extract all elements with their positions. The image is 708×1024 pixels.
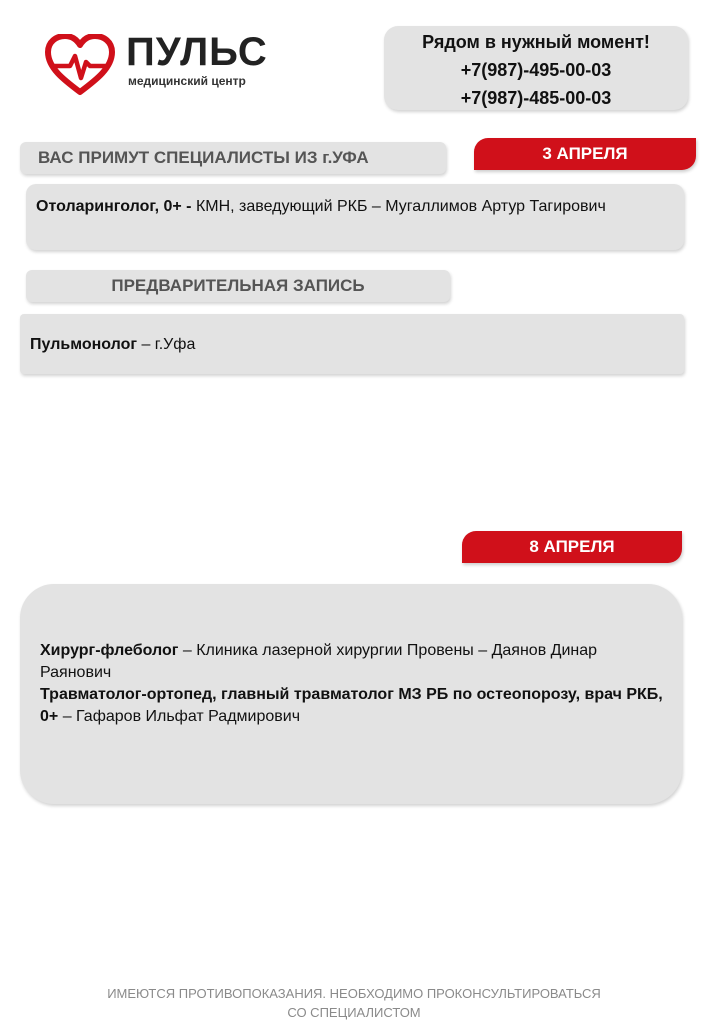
specialty-name: Травматолог-ортопед, главный травматолог МЗ РБ по остеопорозу, врач РКБ, 0+ (40, 686, 663, 725)
specialist-entry (40, 640, 666, 684)
disclaimer-line-1: ИМЕЮТСЯ ПРОТИВОПОКАЗАНИЯ. НЕОБХОДИМО ПРОКОНСУЛЬТИРОВАТЬСЯ (107, 986, 601, 1001)
section-header-preregistration: ПРЕДВАРИТЕЛЬНАЯ ЗАПИСЬ (26, 270, 450, 302)
date-badge-april-3: 3 АПРЕЛЯ (474, 138, 696, 170)
phone-number-1[interactable]: +7(987)-495-00-03 (460, 60, 612, 80)
specialty-name: Отоларинголог, 0+ - (36, 198, 192, 215)
specialty-name: Пульмонолог (30, 336, 138, 353)
section-header-specialists: ВАС ПРИМУТ СПЕЦИАЛИСТЫ ИЗ г.УФА (20, 142, 446, 174)
heart-pulse-icon (44, 34, 116, 96)
brand-name: ПУЛЬС (126, 30, 268, 74)
brand-subtitle: медицинский центр (128, 74, 246, 88)
specialist-details: – Гафаров Ильфат Радмирович (58, 708, 301, 725)
specialist-details: – г.Уфа (137, 336, 196, 353)
disclaimer-line-2: СО СПЕЦИАЛИСТОМ (287, 1005, 421, 1020)
date-badge-april-8: 8 АПРЕЛЯ (462, 531, 682, 563)
specialty-name: Хирург-флеболог (40, 642, 179, 659)
brand-logo (44, 32, 284, 100)
specialist-details: КМН, заведующий РКБ – Мугаллимов Артур Тагирович (191, 198, 606, 215)
footer-disclaimer (0, 984, 708, 1022)
specialist-card (20, 314, 684, 374)
specialist-card-large (20, 584, 682, 804)
specialist-entry (40, 684, 666, 728)
specialist-details: – Клиника лазерной хирургии Провены – Даянов Динар Раянович (40, 642, 598, 681)
slogan: Рядом в нужный момент! (422, 32, 650, 52)
contact-box (384, 26, 688, 110)
specialist-card (26, 184, 684, 250)
phone-number-2[interactable]: +7(987)-485-00-03 (460, 88, 612, 108)
